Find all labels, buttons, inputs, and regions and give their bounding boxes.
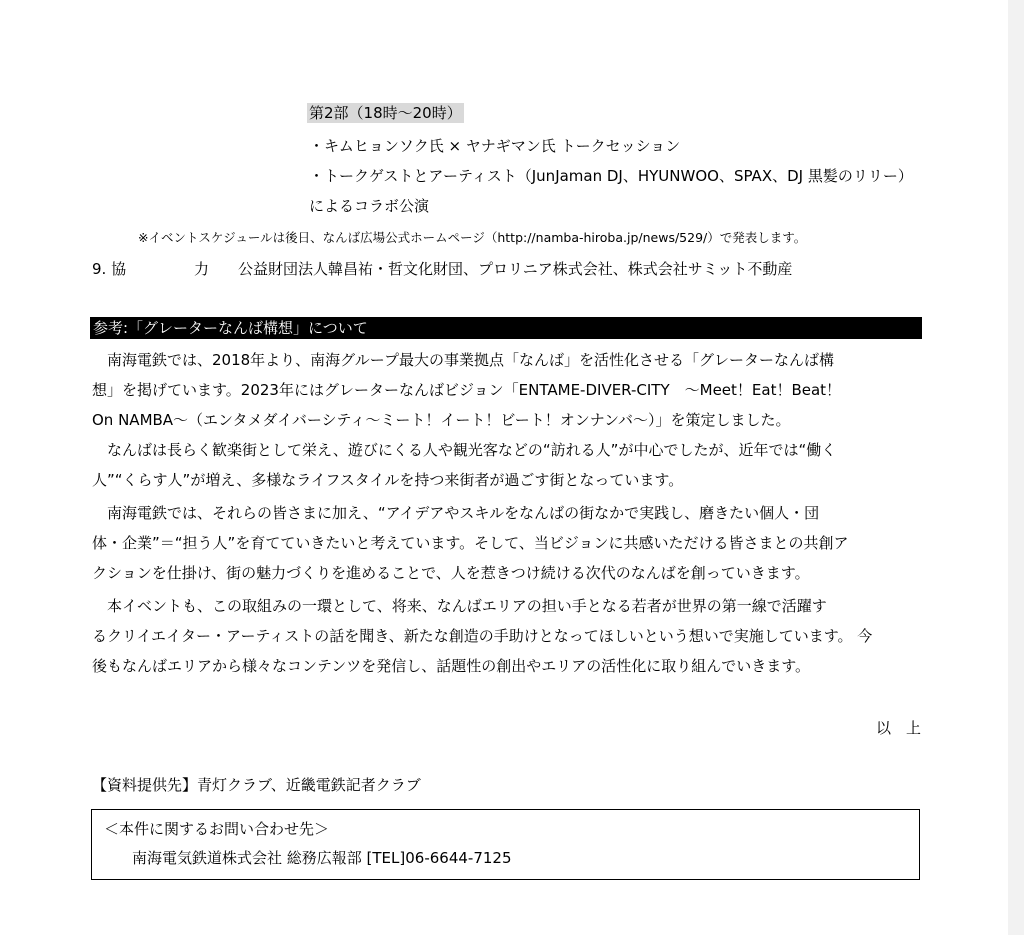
closing-mark: 以 上	[876, 719, 922, 737]
reference-line: るクリイエイター・アーティストの話を聞き、新たな創造の手助けとなってほしいという想いで実施しています。 今	[92, 627, 873, 645]
reference-line: 後もなんばエリアから様々なコンテンツを発信し、話題性の創出やエリアの活性化に取り組んでいきます。	[92, 657, 811, 675]
schedule-item: ・トークゲストとアーティスト（JunJaman DJ、HYUNWOO、SPAX、DJ 黒髪のリリー）	[309, 167, 913, 185]
reference-line: 想」を掲げています。2023年にはグレーターなんばビジョン「ENTAME-DIVER-CITY ～Meet！Eat！Beat！	[92, 381, 842, 399]
contact-box	[91, 809, 920, 880]
reference-line: なんばは長らく歓楽街として栄え、遊びにくる人や観光客などの“訪れる人”が中心でしたが、近年では“働く	[92, 441, 837, 459]
reference-line: On NAMBA～（エンタメダイバーシティ～ミート！イート！ビート！オンナンバ～）」を策定しました。	[92, 411, 791, 429]
cooperation-number: 9. 協	[92, 260, 127, 278]
reference-line: 本イベントも、この取組みの一環として、将来、なんばエリアの担い手となる若者が世界の第一線で活躍す	[92, 597, 827, 615]
reference-line: 南海電鉄では、それらの皆さまに加え、“アイデアやスキルをなんばの街なかで実践し、磨きたい個人・団	[92, 504, 820, 522]
schedule-item: ・キムヒョンソク氏 × ヤナギマン氏 トークセッション	[309, 137, 681, 155]
reference-line: 人”“くらす人”が増え、多様なライフスタイルを持つ来街者が過ごす街となっています。	[92, 471, 684, 489]
schedule-note: ※イベントスケジュールは後日、なんば広場公式ホームページ（http://namba-hiroba.jp/news/529/）で発表します。	[138, 230, 807, 245]
contact-detail: 南海電気鉄道株式会社 総務広報部 [TEL]06-6644-7125	[132, 849, 512, 867]
schedule-item: によるコラボ公演	[309, 197, 430, 215]
cooperation-value: 公益財団法人韓昌祐・哲文化財団、プロリニア株式会社、株式会社サミット不動産	[238, 260, 793, 278]
cooperation-label-end: 力	[194, 260, 210, 278]
contact-title: ＜本件に関するお問い合わせ先＞	[104, 820, 330, 838]
reference-line: クションを仕掛け、街の魅力づくりを進めることで、人を惹きつけ続ける次代のなんばを創っていきます。	[92, 564, 810, 582]
scrollbar-track[interactable]	[1008, 0, 1024, 935]
schedule-part2-title: 第2部（18時～20時）	[309, 104, 462, 122]
reference-line: 体・企業”＝“担う人”を育てていきたいと考えています。そして、当ビジョンに共感いただける皆さまとの共創ア	[92, 534, 849, 552]
reference-heading: 参考:「グレーターなんば構想」について	[93, 319, 368, 337]
reference-line: 南海電鉄では、2018年より、南海グループ最大の事業拠点「なんば」を活性化させる「グレーターなんば構	[92, 351, 834, 369]
press-sources: 【資料提供先】青灯クラブ、近畿電鉄記者クラブ	[92, 776, 421, 794]
